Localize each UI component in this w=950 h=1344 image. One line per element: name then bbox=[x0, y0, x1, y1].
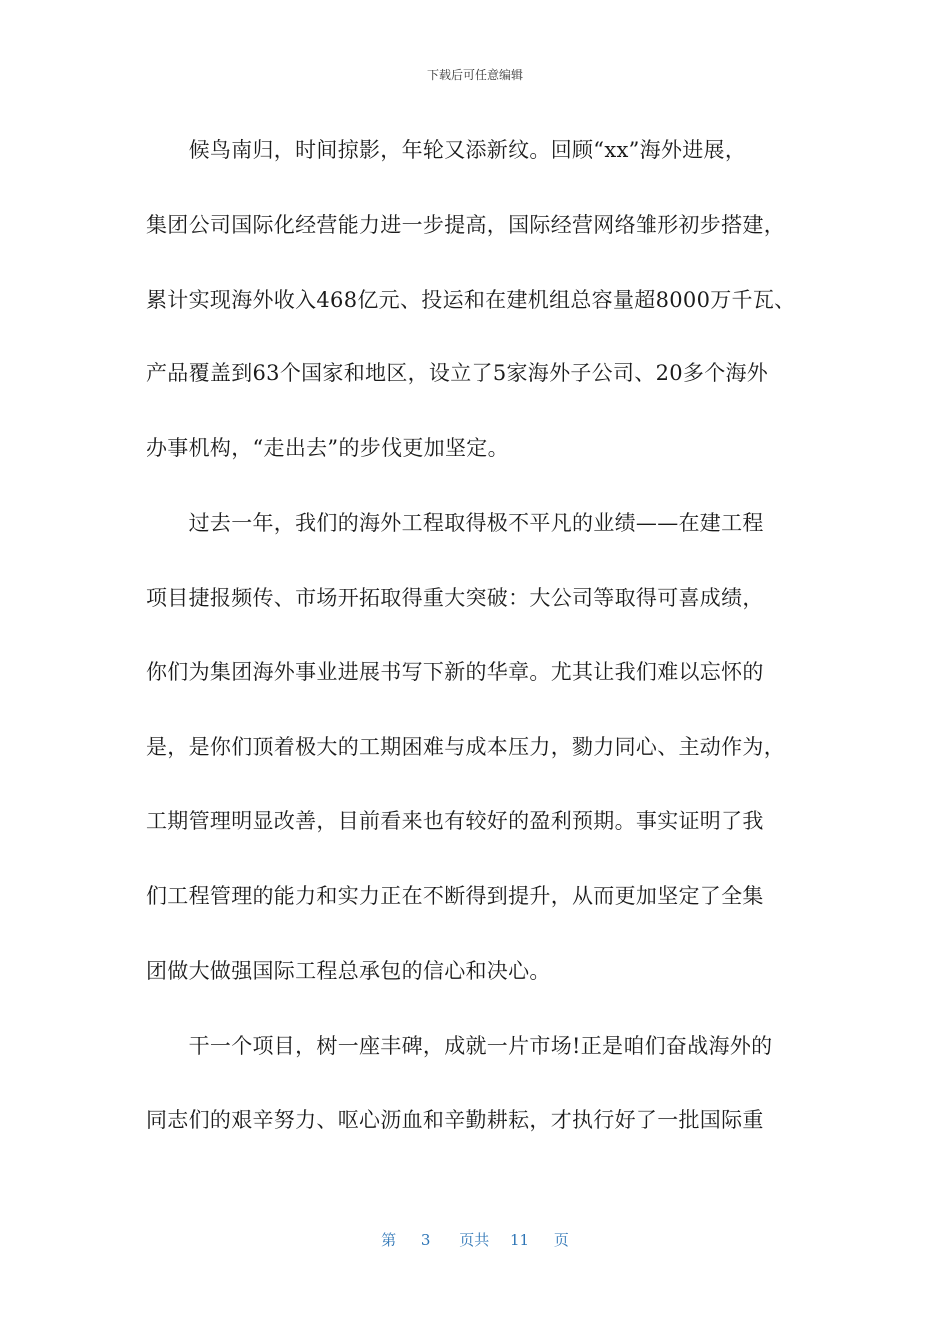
page-prefix: 第 bbox=[381, 1231, 397, 1249]
text-line: 干一个项目，树一座丰碑，成就一片市场!正是咱们奋战海外的 bbox=[146, 1034, 773, 1058]
page-header: 下载后可任意编辑 bbox=[426, 68, 523, 82]
text-line: 们工程管理的能力和实力正在不断得到提升，从而更加坚定了全集 bbox=[146, 884, 764, 908]
text-line: 团做大做强国际工程总承包的信心和决心。 bbox=[146, 959, 551, 983]
text-line: 候鸟南归，时间掠影，年轮又添新纹。回顾“xx”海外进展， bbox=[146, 138, 747, 162]
text-line: 项目捷报频传、市场开拓取得重大突破：大公司等取得可喜成绩， bbox=[146, 586, 764, 610]
text-line: 产品覆盖到63个国家和地区，设立了5家海外子公司、20多个海外 bbox=[146, 361, 769, 385]
text-line: 是，是你们顶着极大的工期困难与成本压力，勠力同心、主动作为， bbox=[146, 735, 785, 759]
page-suffix: 页 bbox=[553, 1231, 569, 1249]
page-footer bbox=[0, 1229, 950, 1250]
text-line: 同志们的艰辛努力、呕心沥血和辛勤耕耘，才执行好了一批国际重 bbox=[146, 1108, 764, 1132]
text-line: 办事机构，“走出去”的步伐更加坚定。 bbox=[146, 436, 509, 460]
text-line: 过去一年，我们的海外工程取得极不平凡的业绩——在建工程 bbox=[146, 511, 764, 535]
text-line: 集团公司国际化经营能力进一步提高，国际经营网络雏形初步搭建， bbox=[146, 213, 785, 237]
page-mid: 页共 bbox=[459, 1231, 490, 1249]
text-line: 累计实现海外收入468亿元、投运和在建机组总容量超8000万千瓦、 bbox=[146, 288, 796, 312]
current-page: 3 bbox=[420, 1231, 431, 1249]
text-line: 工期管理明显改善，目前看来也有较好的盈利预期。事实证明了我 bbox=[146, 809, 764, 833]
text-line: 你们为集团海外事业进展书写下新的华章。尤其让我们难以忘怀的 bbox=[146, 660, 764, 684]
total-pages: 11 bbox=[510, 1231, 530, 1249]
